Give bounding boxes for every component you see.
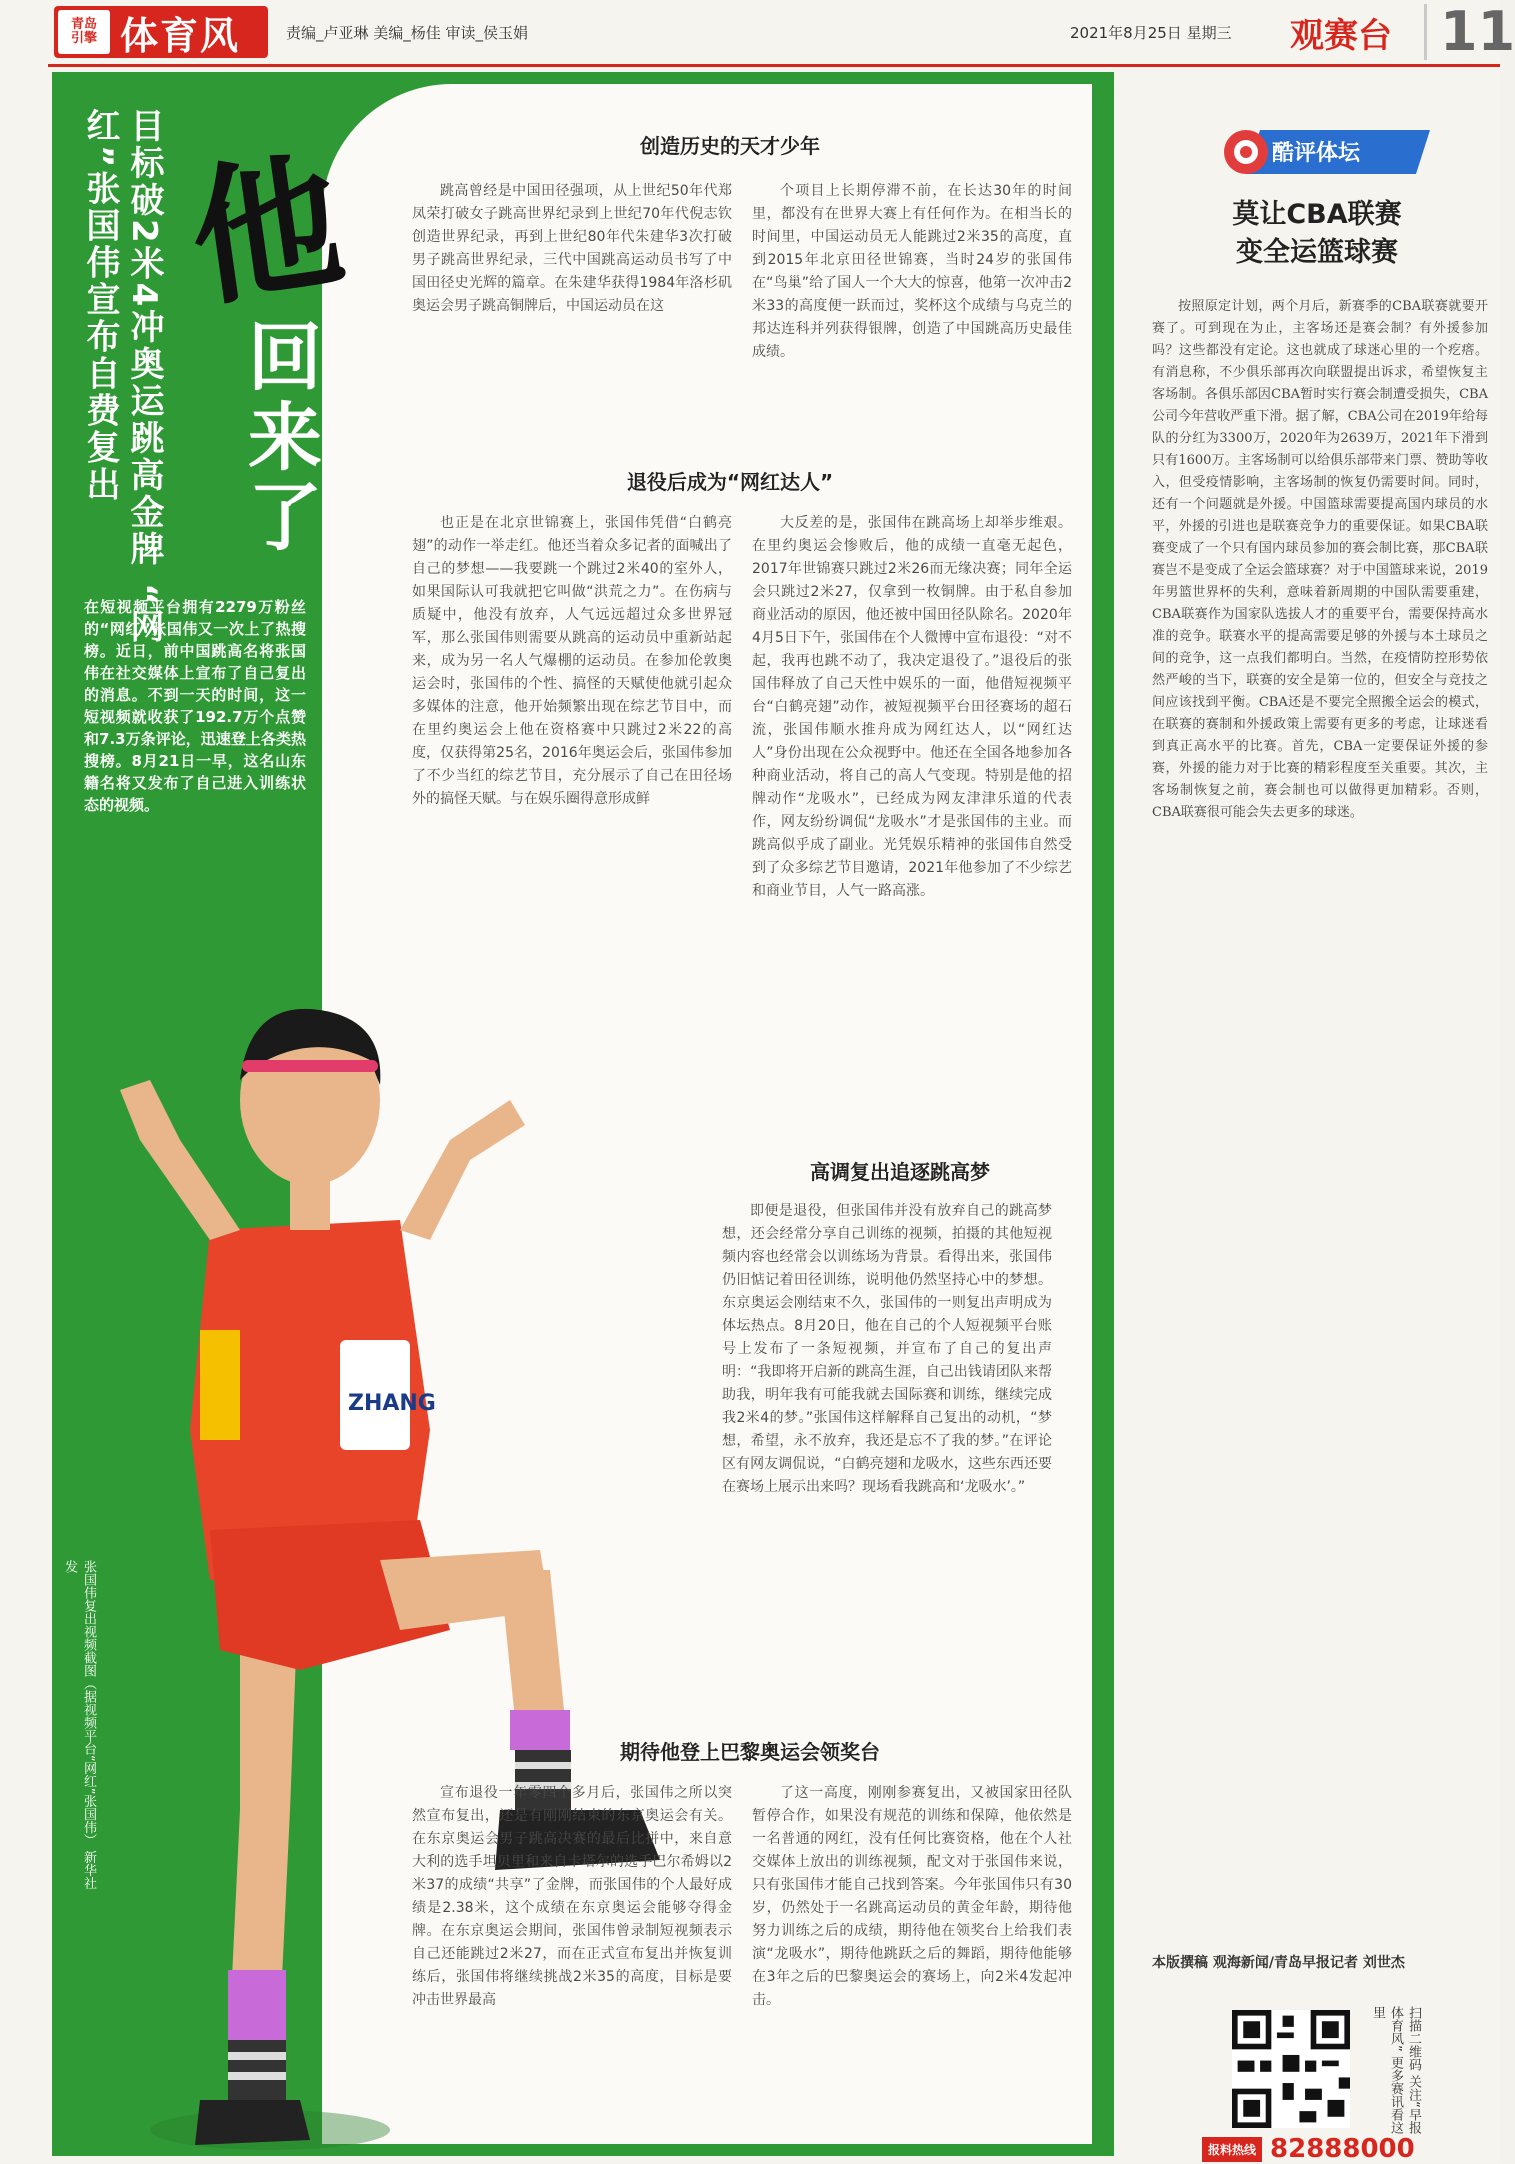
- section-name: 观赛台: [1290, 16, 1392, 56]
- masthead: [48, 0, 1515, 64]
- section-2-right-column: 大反差的是，张国伟在跳高场上却举步维艰。在里约奥运会惨败后，他的成绩一直毫无起色，2017年世锦赛只跳过2米26而无缘决赛；同年全运会只跳过2米27，仅拿到一枚铜牌。由于私自参加商业活动的原因，他还被中国田径队除名。2020年4月5日下午，张国伟在个人微博中宣布退役：“对不起，我再也跳不动了，我决定退役了。”退役后的张国伟释放了自己天性中娱乐的一面，他借短视频平台“白鹤亮翅”动作，被短视频平台田径赛场的超石流，张国伟顺水推舟成为网红达人，以“网红达人”身份出现在公众视野中。他还在全国各地参加各种商业活动，将自己的高人气变现。特别是他的招牌动作“龙吸水”，已经成为网友津津乐道的代表作，网友纷纷调侃“龙吸水”才是张国伟的主业。而跳高似乎成了副业。光凭娱乐精神的张国伟自然受到了众多综艺节目邀请，2021年他参加了不少综艺和商业节目，人气一路高涨。: [752, 515, 1072, 899]
- editor-credits: 责编_卢亚琳 美编_杨佳 审读_侯玉娟: [286, 24, 529, 42]
- subhead-2: 退役后成为“网红达人”: [626, 470, 834, 494]
- section-3-column: 即便是退役，但张国伟并没有放弃自己的跳高梦想，还会经常分享自己训练的视频，拍摄的其他短视频内容也经常会以训练场为背景。看得出来，张国伟仍旧惦记着田径训练，说明他仍然坚持心中的梦想。东京奥运会刚结束不久，张国伟的一则复出声明成为体坛热点。8月20日，他在自己的个人短视频平台账号上发布了一条短视频，并宣布了自己的复出声明：“我即将开启新的跳高生涯，自己出钱请团队来帮助我，明年我有可能我就去国际赛和训练，继续完成我2米4的梦。”张国伟这样解释自己复出的动机，“梦想，希望，永不放弃，我还是忘不了我的梦。”在评论区有网友调侃说，“白鹤亮翅和龙吸水，这些东西还要在赛场上展示出来吗？现场看我跳高和‘龙吸水’。”: [722, 1203, 1052, 1495]
- feature-lede: 在短视频平台拥有2279万粉丝的“网红”张国伟又一次上了热搜榜。近日，前中国跳高名将张国伟在社交媒体上宣布了自己复出的消息。不到一天的时间，这一短视频就收获了192.7万个点赞和7.3万条评论，迅速登上各类热搜榜。8月21日一早，这名山东籍名将又发布了自己进入训练状态的视频。: [84, 598, 306, 814]
- column-logo-text: 酷评体坛: [1272, 141, 1361, 166]
- qr-code-icon[interactable]: [1232, 2010, 1350, 2128]
- commentary-title-line-1: 莫让CBA联赛: [1232, 199, 1402, 230]
- qr-caption: 扫描二维码 关注“早报体育风” 更多赛讯看这里: [1370, 2006, 1421, 2134]
- subhead-1: 创造历史的天才少年: [640, 134, 820, 158]
- headline: 回来了: [236, 318, 322, 558]
- commentary-column: [1142, 120, 1492, 2164]
- section-4-left-column: 宣布退役一年零四个多月后，张国伟之所以突然宣布复出，还是有刚刚结束的东京奥运会有关。在东京奥运会男子跳高决赛的最后比拼中，来自意大利的选手坦贝里和来自卡塔尔的选手巴尔希姆以2米37的成绩“共享”了金牌，而张国伟的个人最好成绩是2.38米，这个成绩在东京奥运会能够夺得金牌。在东京奥运会期间，张国伟曾录制短视频表示自己还能跳过2米27，而在正式宣布复出并恢复训练后，张国伟将继续挑战2米35的高度，目标是要冲击世界最高: [412, 1785, 732, 2008]
- masthead-rule: [48, 64, 1500, 67]
- headline-brush-char: 他: [180, 133, 354, 329]
- dateline: 2021年8月25日 星期三: [1070, 24, 1232, 42]
- athlete-bib: ZHANG: [348, 1391, 436, 1416]
- commentary-title: [1142, 196, 1492, 272]
- subhead-4: 期待他登上巴黎奥运会领奖台: [620, 1740, 880, 1764]
- section-1-right-column: 个项目上长期停滞不前，在长达30年的时间里，都没有在世界大赛上有任何作为。在相当长的时间里，中国运动员无人能跳过2米35的高度，直到2015年北京田径世锦赛，当时24岁的张国伟在“鸟巢”给了国人一个大大的惊喜，他第一次冲击2米33的高度便一跃而过，奖杯这个成绩与乌克兰的邦达连科并列获得银牌，创造了中国跳高历史最佳成绩。: [752, 183, 1072, 360]
- subhead-3: 高调复出追逐跳高梦: [810, 1160, 990, 1184]
- commentary-body: 按照原定计划，两个月后，新赛季的CBA联赛就要开赛了。可到现在为止，主客场还是赛会制？有外援参加吗？这些都没有定论。这也就成了球迷心里的一个疙瘩。有消息称，不少俱乐部再次向联盟提出诉求，希望恢复主客场制。各俱乐部因CBA暂时实行赛会制遭受损失，CBA公司今年营收严重下滑。据了解，CBA公司在2019年给每队的分红为3300万，2020年为2639万，2021年下滑到只有1600万。主客场制可以给俱乐部带来门票、赞助等收入，但受疫情影响，主客场制的恢复仍需要时间。同时，还有一个问题就是外援。中国篮球需要提高国内球员的水平，外援的引进也是联赛竞争力的重要保证。如果CBA联赛变成了一个只有国内球员参加的赛会制比赛，那CBA联赛岂不是变成了全运会篮球赛？对于中国篮球来说，2019年男篮世界杯的失利，意味着新周期的中国队需要重建，CBA联赛作为国家队选拔人才的重要平台，需要保持高水准的竞争。联赛水平的提高需要足够的外援与本土球员之间的竞争，这一点我们都明白。当然，在疫情防控形势依然严峻的当下，联赛的安全是第一位的，但安全与竞技之间应该找到平衡。CBA还是不要完全照搬全运会的模式，在联赛的赛制和外援政策上需要有更多的考虑，让球迷看到真正高水平的比赛。首先，CBA一定要保证外援的参赛，外援的能力对于比赛的精彩程度至关重要。其次，主客场制恢复之前，赛会制也可以做得更加精彩。否则，CBA联赛很可能会失去更多的球迷。: [1152, 299, 1488, 820]
- feature-kicker: 目标破2米4冲奥运跳高金牌 “网红”张国伟宣布自费复出: [80, 108, 164, 646]
- commentary-title-line-2: 变全运篮球赛: [1236, 237, 1398, 268]
- column-brand: 体育风: [120, 12, 241, 58]
- hotline-label: 报料热线: [1202, 2137, 1262, 2162]
- hotline-number: 82888000: [1270, 2134, 1415, 2164]
- divider: [1424, 4, 1427, 60]
- page-number: 11: [1440, 0, 1515, 63]
- brand-box: [54, 6, 268, 58]
- newspaper-logo: 青岛 引擎: [58, 10, 110, 54]
- section-2-left-column: 也正是在北京世锦赛上，张国伟凭借“白鹤亮翅”的动作一举走红。他还当着众多记者的面喊出了自己的梦想——我要跳一个跳过2米40的室外人，如果国际认可我就把它叫做“洪荒之力”。在伤病与质疑中，他没有放弃，人气远远超过众多世界冠军，那么张国伟则需要从跳高的运动员中重新站起来，成为另一名人气爆棚的运动员。在参加伦敦奥运会时，张国伟的个性、搞怪的天赋使他就引起众多媒体的注意，他开始频繁出现在综艺节目中，而在里约奥运会上他在资格赛中只跳过2米22的高度，仅获得第25名，2016年奥运会后，张国伟参加了不少当红的综艺节目，充分展示了自己在田径场外的搞怪天赋。与在娱乐圈得意形成鲜: [412, 515, 732, 807]
- section-4-right-column: 了这一高度，刚刚参赛复出，又被国家田径队暂停合作，如果没有规范的训练和保障，他依然是一名普通的网红，没有任何比赛资格，他在个人社交媒体上放出的训练视频，配文对于张国伟来说，只有张国伟才能自己找到答案。今年张国伟只有30岁，仍然处于一名跳高运动员的黄金年龄，期待他努力训练之后的成绩，期待他在领奖台上给我们表演“龙吸水”，期待他跳跃之后的舞蹈，期待他能够在3年之后的巴黎奥运会的赛场上，向2米4发起冲击。: [752, 1785, 1072, 2008]
- byline: 本版撰稿 观海新闻/青岛早报记者 刘世杰: [1152, 1955, 1405, 1971]
- photo-credit: 张国伟复出视频截图（据视频平台“网红”张国伟） 新华社发: [62, 1560, 96, 1890]
- news-hotline: [1202, 2134, 1415, 2164]
- section-1-left-column: 跳高曾经是中国田径强项，从上世纪50年代郑凤荣打破女子跳高世界纪录到上世纪70年代倪志钦创造世界纪录，再到上世纪80年代朱建华3次打破男子跳高世界纪录，三代中国跳高运动员书写了中国田径史光辉的篇章。在朱建华获得1984年洛杉矶奥运会男子跳高铜牌后，中国运动员在这: [412, 183, 732, 314]
